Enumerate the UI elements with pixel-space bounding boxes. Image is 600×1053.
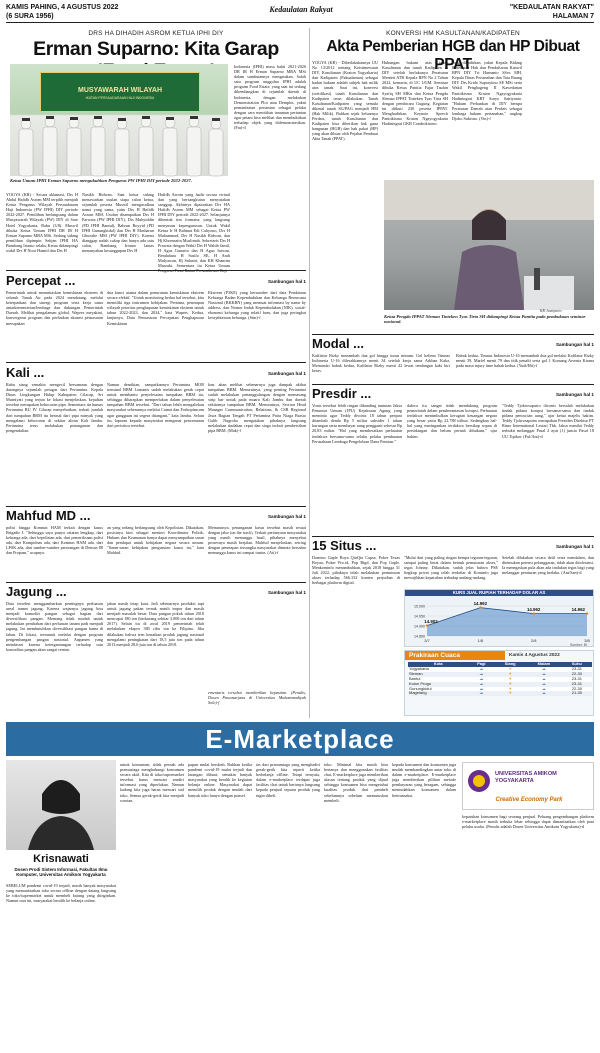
story2-col1: YOGYA (KR) - Diberlakukannya UU No 13/2012 tentang Keistimewaan DIY, Kasultanan (Kraton Yogyakarta) dan Kadipaten (Pakualaman) sebagai badan hukum adalah subjek hak milik atas tanah. Saat ini, konversi (sertifikasi) tanah Kasultanan dan Kadipaten terus dilakukan. Tanah Kasultanan/Kadipaten yang semula dikenal tanah SG/PAG menjadi HM (Hak Milik). Bahkan sejak keluarnya Perdais, tanah Kasultanan dan Kadipaten bisa diberikan hak guna bangunan (HGB) dan hak pakai (HP) yang akan dibuat oleh Pejabat Pembuat Akta Tanah (PPAT). (312, 60, 378, 142)
kali-col2: Namun demikian, sampaikannya Pertamina MOR terminal BBM Lomanis sudah melakukan gerak cepat untuk membantu penyelesaian tumpahan BBM itu, sehingga diharapkan memperlukan dalam penyelesaian tumpahan BBM tersebut. "Dari tahun lebih mengalirkan masyarakat sebenarnya melalui Camat dan Forkopimcam agar gangguan ini segera ditangani," kata Jambu. Selain itu, laporan kepada masyarakat mengenai pencemaran dari peristiwa tersebut. (107, 382, 204, 428)
data-point (479, 606, 481, 608)
masthead (6, 4, 594, 28)
mahfud-continued: Sambungan hal 1 (267, 514, 306, 519)
modal-rule (312, 334, 594, 335)
emarket-col7: kepatuhan konsumen bagi seorang penjual. Peluang pengembangan platform e-marketplace masih terbuka lebar sehingga dapat dimanfaatkan oleh para pelaku usaha. (Penulis adalah Dosen Universitas Amikom Yogyakarta)-d (462, 814, 594, 830)
kali-rule (6, 362, 306, 363)
jagung-continued: Sambungan hal 1 (267, 590, 306, 595)
weather-title: Prakiraan Cuaca (405, 651, 505, 660)
chart-title: KURS JUAL RUPIAH TERHADAP DOLAR AS (405, 590, 593, 596)
percepat-col3: Ekstrem (P3KE) yang bersumber dari data Pendataan Keluarga Badan Kependudukan dan Keluarga Berencana Nasional (BKKBN) yang memuat informasi by name by address, dan Nomor Induk Kependudukan (NIK), sosial-ekonomi keluarga yang relatif baru, dan juga peringkat kesejahteraan keluarga. (Sim)-f (208, 290, 306, 321)
story1-kicker: DRS HA DIHADIH ASROM KETUA IPHI DIY (88, 30, 224, 37)
kali-continued: Sambungan hal 1 (267, 371, 306, 376)
ad-tagline: Creative Economy Park (495, 797, 563, 803)
column-divider (309, 28, 310, 718)
speaker-image (384, 180, 594, 310)
story2-kicker: KONVERSI HM KASULTANAN/KADIPATEN (386, 30, 520, 37)
chart-source: Sumber: BI (570, 643, 587, 647)
weather-temp: 23-31 (571, 675, 582, 681)
banner-text: MUSYAWARAH WILAYAH (77, 87, 162, 94)
date-line: KAMIS PAHING, 4 AGUSTUS 2022 (6, 4, 119, 11)
situs-continued: Sambungan hal 1 (555, 544, 594, 549)
presdir-title: Presdir ... (312, 386, 372, 401)
y-tick-label: 14.850 (414, 634, 425, 639)
weather-icon: ☁ (479, 670, 484, 676)
weather-box (404, 650, 594, 716)
page-number: HALAMAN 7 (552, 13, 594, 20)
banner-subtext: IKATAN PERSAUDARAAN HAJI INDONESIA (85, 96, 155, 100)
situs-rule (312, 536, 594, 537)
weather-icon: ☁ (541, 690, 546, 696)
mahfud-rule (6, 506, 306, 507)
weather-city: Yogyakarta (409, 665, 429, 671)
weather-header-cell: Kota (408, 662, 468, 667)
weather-icon: ☀ (508, 665, 512, 671)
story2-col2: Hubungan hukum atas tanah Kasultanan dan tanah Kadipaten di DIY setelah berlakunya Peraturan Menteri ATR Kepala BPN No 2 Tahun 2022, kemarin, di UC UGM. Seminar dibuka Ketua Panitia Fajar Taufan Syafiq SH MKn dan Ketua Pengda Sleman IPPAT Tinteken Tyas Tirta SH dengan pembicara Gugung. Kegiatan ini diikuti 230 peserta IPPAT. Menghadirkan Keynote Speech Panitikismo Kraton Ngayogyakarta Hadiningrat GKR Condrokirono. (382, 60, 448, 127)
weather-icon: ☀ (508, 670, 512, 676)
weather-city: Kulon Progo (409, 680, 432, 686)
weather-temp: 23-31 (571, 680, 582, 686)
weather-header-cell: Suhu (562, 662, 592, 667)
since-line: (6 SURA 1956) (6, 13, 54, 20)
weather-temp: 22-30 (571, 685, 582, 691)
banner (40, 72, 200, 112)
story2-headline: Akta Pemberian HGB dan HP Dibuat PPAT (326, 38, 580, 73)
group-of-people-image (10, 110, 228, 176)
weather-icon: ☁ (479, 675, 484, 681)
weather-header-cell: Malam (526, 662, 562, 667)
y-tick-label: 14.900 (414, 624, 425, 629)
story1-col3: Hafidh Asrom yang hadir secara virtual dan yang bersangkutan menyatakan sanggup. Akhirnya diputuskan Drs HA Hafidh Asrom MM sebagai Ketua PW IPHI DIY periode 2022-2027. Selanjutnya dibentuk tim formatur yang langsung menyusun kepengurusan. Untuk Wakil Ketua Ir H Rahmat Edi Cahyono, Drs H Muhammad, Drs H Nasikh Ridwan, dan Hj Khomsatin Muslimah. Sekretaris Drs H Prawata dengan Wakil Drs H Wahib Jamil, H Agus Gunarto dan H Agus Irawan. Bendahara H Susilo SE, H Andi Mulyawan, Hj Sulastri, dan KH Khamim Marzuki. Sementara itu Ketua Umum Pengurus Pusat Ikatan Persaudaraan Haji (158, 192, 230, 274)
mahfud-col1: polisi hingga Komnas HAM terkait dengan kasus Brigadir J. "Sehingga saya punya catatan lengkap, dari keluarga ada, dari kepolisian ada, dari pemeriksaan polisi ada, dari Kompolnas ada, dari Komnas HAM ada, dari LPSK ada, dari sumber-sumber perorangan di Densus 88 dan Propam," ucapnya. (6, 525, 103, 556)
emarket-banner (6, 722, 594, 756)
modal-title: Modal ... (312, 336, 364, 351)
jagung-rule (6, 582, 306, 583)
jagung-col1: Data tersebut menggambarkan pentingnya perluasan areal tanam jagung. Karena wajarnya jagung bisa menjadi komoditi pangan sebagai bagian dari diversifikasi pangan. Memang tidak mudah untuk melakukan perubahan dari perluasan tanam padi menjadi jagung. Ini membutuhkan diversifikasi pangan hama di lahan. Di lokasi, termasuk melalui dengan program pengembangan pangan nasional. Argumen yang mendasari karena ketergantungan terhadap satu komoditas pangan akan sangat rentan. (6, 601, 103, 652)
presdir-col2: dakwa itu sangat tidak mendukung program pemerintah dalam pemberantasan korupsi. Perbuatan terdakwa menimbulkan kerugian keuangan negara yang besar yaitu Rp 22,788 triliun. Sedangkan hal-hal yang meringankan terdakwa bersikap sopan di persidangan dan belum pernah dihukum," ujar hakim. (407, 403, 497, 439)
weather-temp: 22-30 (571, 670, 582, 676)
weather-icon: ☁ (479, 685, 484, 691)
weather-city: Gunungkidul (409, 685, 432, 691)
rupiah-chart (404, 589, 594, 647)
weather-row (408, 691, 592, 696)
weather-icon: ☀ (508, 675, 512, 681)
data-point (532, 612, 534, 614)
weather-date: Kamis 4 Agustus 2022 (509, 653, 560, 658)
modal-continued: Sambungan hal 1 (555, 342, 594, 347)
data-label: 14.962 (526, 607, 541, 613)
story1-col1: YOGYA (KR) - Secara aklamasi, Drs H Abdul Hafidh Asrom MM terpilih menjadi Ketua Pengurus Wilayah Persaudaraan Haji Indonesia (PW IPHI) DIY periode 2022-2027. Pemilihan berlangsung dalam Musyawarah Wilayah (PW) DIY di Sare Hotel Yogyakarta, Rabu (3/8). Muswil dibuka Ketua Umum IPHI DR IR H Erman Suparno MBA MSi. Sedang sidang pemilihan dipimpin Sekjen IPHI HA Bambang Irianto selaku Ketua didampingi wakil Drs H Noor Hamid dan Drs H (6, 192, 78, 254)
modal-col1: Kafilatur Rizky menambah dua gol hingga turun minum. Gol kelima Timnas Indonesia U-16 dilesakkannya menit 34 setelah kerja sama Arkhan Kaka. Memasuki babak kedua, Kafilatur Rizky menit 42 lewat tendangan kaki kiri keras. (312, 353, 450, 374)
presdir-rule (312, 384, 594, 385)
weather-city: Magelang (409, 690, 427, 696)
situs-col1: Domino Gaple Boya QiuQiu Capsa, Poker Texas Boyaa, Poker Pro.id, Pop Bigd, dan Pop Gaple. Menkominfo menambahkan, sejak 2018 hingga 31 Juli 2022, pihaknya telah melakukan pemutusan akses terhadap 566.332 konten perjudian di berbagai platform digital. (312, 555, 400, 586)
weather-icon: ☀ (508, 685, 512, 691)
weather-icon: ☁ (479, 680, 484, 686)
weather-icon: ☁ (541, 670, 546, 676)
weather-header-cell: Pagi (468, 662, 494, 667)
y-tick-label: 14.950 (414, 614, 425, 619)
story1-col4: Indonesia (IPHI) masa bakti 2021-2026 DR IR H Erman Suparno MBA MSi dalam sambutannya mengatakan, Salah satu program unggulan IPHI adalah program Food Estate, yang saat ini sedang dikembangkan di sejumlah daerah di Indonesia, dengan melakukan Demonstration Plot atau Demplot, yakni pemanfaatan pertanian sebagai pelaku dengan cara menitikan tanaman pertanian agar petani bisa melihat dan membuktikan terhadap objek yang didemonstrasikan. (Fia)-d (234, 64, 306, 131)
kali-title: Kali ... (6, 365, 45, 380)
weather-icon: ☁ (541, 675, 546, 681)
data-label: 14.992 (473, 601, 488, 607)
author-name: Krisnawati (33, 853, 89, 865)
presdir-col3: "Teddy Tjokrosaputro divonis bersalah melakukan tindak pidana korupsi bersama-sama dan tindak pidana pencucian uang," ujar ketua majelis hakim. Teddy Tjokrosaputro merupakan Presiden Direktur PT Rimo International Lestari Tbk. Jaksa menilai Teddy terbukti melanggar Pasal 2 ayat (1) juncto Pasal 18 UU Tipikor. (Ful/Ant)-d (502, 403, 594, 439)
story1-headline: Erman Suparno: Kita Garap (33, 38, 279, 60)
data-point (586, 612, 588, 614)
emarket-col3: papun mulai berubah. Bahkan ketika pandemi covid-19 mulai terjadi dan larangan dibuat, semakin banyak masyarakat yang beralih ke kegiatan belanja online. Masyarakat dapat memilih produk dengan mudah dari banyak toko hanya dengan ponsel. (188, 762, 252, 798)
modal-col2: Babak kedua, Timnas Indonesia U-16 menambah dua gol melalui Kafilatur Rizky menit 59, Marfel menit 79 dan titik penalti serta gol 1 Komang Arsenia Kirana pada masa injury time babak kedua. (Yudi/Hit)-f (456, 353, 594, 369)
jagung-col2: jakan masih tetap kuat. Jadi sebenarnya produksi tapi untuk jagung pakan ternak masih impor dan masih menjadi masalah besar. Data pangan pokok tahun 2018 mencapai 180 ton (berkurang sekitar 3.000 ton dari tahun 2017). Selain itu di awal 2019 pemerintah telah melakukan ekspor 380 ribu ton ke Filipina. Jika dilakukan bahwa tren kenaikan produk jagung nasional mengalami peningkatan dari 18,5 juta ton pada tahun 2013 menjadi 28,6 juta ton di tahun 2018. (107, 601, 204, 647)
weather-city: Bantul (409, 675, 421, 681)
percepat-col2: dua kunci utama dalam penurunan kemiskinan ekstrem secara efektif. "Untuk monitoring kedua hal tersebut, kita memiliki tiga instrumen kebijakan. Pertama, penetapan wilayah prioritas penghapusan kemiskinan ekstrem untuk tahun 2022-2023, dan 2024," kata Wapres. Kedua, lanjutnya, Data Pensasaran Percepatan Penghapusan Kemiskinan (107, 290, 204, 326)
situs-col3: Setelah dilakukan secara detil serta mendalam, dan ditemukan potensi pelanggaran, tidak akan ditoleransi. Ia menegaskan pula akan ada tindakan tegas bagi yang melanggar peraturan yang berlaku. (Ant/San)-d (502, 555, 594, 576)
story2-photo (384, 180, 594, 310)
author-box (6, 760, 116, 1050)
mahfud-col3: Menurutnya, penanganan kasus tersebut masih sesuai dengan jalur (on the track). Terkait pertanyaan masyarakat yang masih menunggu hasil, pihaknya menyebut prosesnya masih berjalan. Mahfud menjelaskan, seiring dengan penetapan tersangka masyarakat diminta bersabar menunggu kasus ini sampai tuntas. (Ati)-f (208, 525, 306, 556)
weather-city: Sleman (409, 670, 423, 676)
y-tick-label: 15.000 (414, 604, 425, 609)
weather-icon: ☁ (541, 680, 546, 686)
story2-photo-credit: KR-Jumiyarto (540, 309, 562, 313)
mahfud-title: Mahfud MD ... (6, 508, 91, 523)
situs-title: 15 Situs ... (312, 538, 377, 553)
weather-temp: 23-31 (571, 665, 582, 671)
story2-col3: yang dihadirkan, yakni Kepala Bidang Penetapan Hak dan Pendaftaran Kanwil BPN DIY Tri Harnanto SSos MH, Kepala Dinas Pertanahan dan Tata Ruang DIY Drs Krido Suprayitno SE MSi serta Wakil Penghageng II Kawedanan Panitikismo Kraton Ngayogyakarta Hadiningrat KRT Suryo Satriyanto. "Hukum Perbankan di DIY berupa Peraturan Daerah atau Perdais sebagai lembaga hukum pertanahan," ungkap Djoko Sukisno. (Vin)-f (452, 60, 522, 122)
weather-icon: ☀ (508, 680, 512, 686)
author-portrait-image (6, 760, 116, 850)
emarket-banner-title: E-Marketplace (205, 724, 395, 754)
story2-col4 (526, 60, 594, 180)
x-tick-label: 1/8 (477, 638, 484, 643)
percepat-rule (6, 270, 306, 271)
presdir-col1: Vonis tersebut lebih ringan dibanding tuntutan Jaksa Penuntut Umum (JPU) Kejaksaan Agung yang meminta agar Teddy divonis 18 tahun penjara ditambah denda Rp 5 miliar subsider 1 tahun kurungan serta membayar uang pengganti sebesar Rp 20,83 miliar. "Hal yang memberatkan perbuatan terdakwa bersama-sama selaku pelaku pembuatan Perusahaan Lembaga Pengelolaan Dana Pensiun." (312, 403, 402, 444)
rupiah-area (427, 608, 587, 636)
story2-photo-caption: Ketua Pengda IPPAT Sleman Tinteken Tyas Tirta SH didampingi Ketua Panitia pada pembukaan seminar nasional. (384, 314, 586, 325)
masthead-rule (6, 22, 594, 23)
weather-header-cell: Siang (494, 662, 526, 667)
percepat-col1: Pemerintah untuk menuntaskan kemiskinan ekstrem di seluruh Tanah Air pada 2024 mendatang, melalui keterpaduan dan sinergi program serta kerja sama antarkementerian/lembaga dan dukungan Pemerintah Daerah. Melihat pengalaman global, Wapres meyakini, konvergensi program dan perbaikan akurasi pensasaran merupakan (6, 290, 103, 326)
situs-col2: "Mulai dari yang paling ringan berupa teguran-teguran, sampai paling berat dalam bentuk pemutusan akses," tegas Johnny. Dikatakan, sudah jelas bahwa PSE lingkup privat yang telah terdaftar di Kominfo juga mewajibkan kepatuhan terhadap undang-undang. (404, 555, 498, 581)
mahfud-col2: an yang sedang berlangsung oleh Kepolisian. Dikatakan, posisinya kini sebagai menteri Koordinator Politik, Hukum dan Keamanan hanya dapat menyampaikan saran dan pendapat untuk kebijakan negara secara umum. "Saran-saran kebijakan pengusutan kasus ini," kata Mahfud. (107, 525, 204, 556)
amikom-logo (467, 769, 491, 793)
chart-plot (405, 596, 595, 647)
weather-icon: ☁ (541, 665, 546, 671)
ad-name: UNIVERSITAS AMIKOM YOGYAKARTA (495, 771, 557, 784)
weather-table (408, 662, 592, 696)
x-tick-label: 2/8 (530, 638, 537, 643)
kali-col3: kan, akan melihat sebenarnya juga dampak akibat tumpahan BBM. Menurutnya, yang penting Pertamina sudah melakukan penanggulangan dengan memasang strip bar untuk pada muara Kali Jambu dan daerah sekitarnya tumpahan BBM. Menurutnya, Section Head Manager Communication, Relations, & CSR Regional Jawa Bagian Tengah PT Pertamina Patra Niaga Brasto Galih Nugroho mengatakan pihaknya langsung melakukan tindakan cepat dan siaga terkait pembersihan pipa BBM. (Mak)-f (208, 382, 306, 433)
weather-icon: ☁ (479, 690, 484, 696)
emarket-col2: untuk konsumen, tidak pernah ada pramusiaga menghubungi konsumen secara aktif. Kita di toko/supermarket tersebut harus mencari sendiri informasi yang diperlukan. Namun kadang kita juga harus mencari staf toko. Semua gerak-gerik kita menjadi sorotan. (120, 762, 184, 803)
emarket-col6: kepada konsumen dan konsumen juga mudah membandingkan antar toko di dalam e-marketplace. E-marketplace juga memberikan pilihan metode pembayaran yang beragam, sehingga memudahkan konsumen dalam bertransaksi. (392, 762, 456, 798)
x-tick-label: 3/7 (424, 638, 430, 643)
story1-col2: Nasikh Ridwan. Saat ketua sidang menawarkan usulan siapa calon ketua, sejumlah peserta Muswil mengusulkan nama yang sama, yaitu Drs H Hafidh Asrom MM. Usulan disampaikan Drs H Parwata (PW IPHI DIY), Drs Muhyiddin (PD IPHI Bantul), Bahrun Royyid (PD IPHI Gunungkidul) dan Drs H Masharun Ghozalie MM (PW IPHI DIY). Karena dianggap sudah cukup dan hanya ada satu calon, Bambang Irianto lantas menanyakan kesanggupan Drs H (82, 192, 154, 254)
story1-caption: Ketua Umum IPHI Erman Suparno mengukuhkan Pengurus PW IPHI DIY periode 2022-2027. (10, 178, 193, 183)
data-point (426, 624, 428, 626)
presdir-continued: Sambungan hal 1 (555, 392, 594, 397)
x-tick-label: 3/8 (584, 638, 590, 643)
emarket-col5: toko. Minimal kita masih bisa bertanya dan menggunakan fasilitas chat. E-marketplace juga memberikan ulasan tentang produk yang dijual sehingga konsumen bisa mengetahui kualitas produk dari pembeli sebelumnya sebelum memutuskan membeli. (324, 762, 388, 803)
emarket-col1: SEBELUM pandemi covid-19 terjadi, masih banyak masyarakat yang memanfaatkan toko secara offline dengan datang langsung ke toko/supermarket untuk membeli barang yang diinginkan. Namun saat ini, masyarakat beralih ke belanja online. (6, 882, 116, 904)
slogan: "KEDAULATAN RAKYAT" (509, 4, 594, 11)
author-photo (6, 760, 116, 850)
emarket-col4: tas dari pramuniaga yang menghadiri gerak-gerik kita seperti ketika berbelanja offline. Tetapi ternyata, dalam e-marketplace terdapat juga fasilitas chat untuk bertanya langsung kepada penjual seputar produk yang ingin dibeli. (256, 762, 320, 798)
jagung-col3: ementaris tersebut memberikan kepastian. (Penulis, Dosen Pascasarjana di Universitas Muhammadiyah Solo)-f (208, 690, 306, 706)
kali-col1: Rabu siang semakin mengecil bersamaan dengan datangnya sejumlah petugas dari Pertamina. Kepala Dinas Lingkungan Hidup Kabupaten Cilacap, Sri Murniyati yang terjun ke lokasi menjelaskan, kejadian tersebut merupakan kebocoran pipa. Sementara itu humas Pertamina RU IV Cilacap menyebutkan, terkait jumlah dari tumpahan BBM itu berasal dari pipa minyak yang mengalami kebocoran di sekitar aliran Kali Jambu. Pertamina terus melakukan penanganan dan pengendalian. (6, 382, 103, 433)
paper-name-logo: Kedaulatan Rakyat (269, 5, 333, 14)
weather-icon: ☀ (508, 690, 512, 696)
author-title: Dosen Prodi Sistem Informasi, Fakultas Ilmu Komputer, Universitas Amikom Yogyakarta (14, 867, 108, 878)
jagung-title: Jagung ... (6, 584, 67, 599)
weather-icon: ☁ (541, 685, 546, 691)
data-label: 14.962 (571, 607, 585, 613)
amikom-ad (462, 762, 594, 810)
weather-icon: ☁ (479, 665, 484, 671)
percepat-continued: Sambungan hal 1 (267, 279, 306, 284)
data-label: 14.902 (424, 619, 438, 625)
story1-photo (10, 64, 228, 176)
weather-temp: 21-30 (571, 690, 582, 696)
percepat-title: Percepat ... (6, 273, 76, 288)
